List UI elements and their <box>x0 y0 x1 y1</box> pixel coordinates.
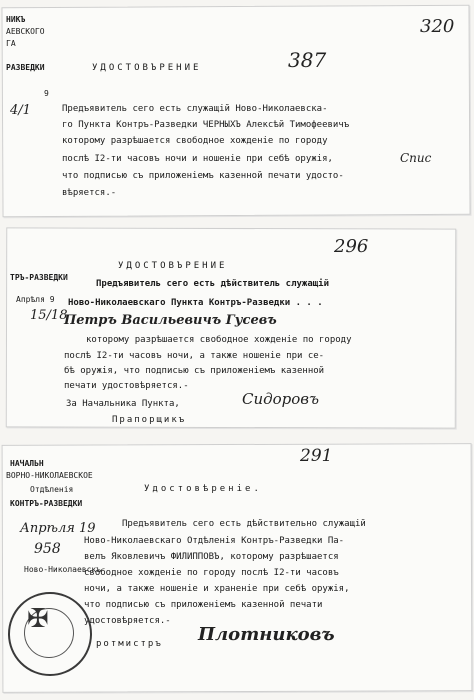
doc1-body-line: которому разрѣшается свободное хожденiе по городу <box>62 136 328 146</box>
doc1-body-line: послѣ I2-ти часовъ ночи и ношенiе при себѣ оружiя, <box>62 154 333 164</box>
doc1-margin-note: Спис <box>400 151 432 165</box>
doc3-corner-number: 291 <box>300 446 333 466</box>
doc1-header-line: РАЗВЕДКИ <box>6 63 45 72</box>
doc3-header-line: ВОРНО-НИКОЛАЕВСКОЕ <box>6 471 93 480</box>
doc1-body-line: вѣряется.- <box>62 188 117 198</box>
doc3-place: Ново-Николаевскъ <box>24 565 102 574</box>
doc3-date: Апрѣля 19 <box>20 521 96 536</box>
doc3-body-line: удостовѣряется.- <box>84 616 171 626</box>
doc3-body-line: ночи, а также ношенiе и храненiе при себѣ оружiя, <box>84 584 350 594</box>
doc1-date: 9 <box>44 89 49 98</box>
doc2-body-line: печати удостовѣряется.- <box>64 381 189 391</box>
doc1-corner-number: 320 <box>420 16 455 37</box>
doc2-body-line: послѣ I2-ти часовъ ночи, а также ношенiе при се- <box>64 351 325 361</box>
doc2-header-line: Апрѣля 9 <box>16 295 55 304</box>
doc3-header-line: Отдѣленiя <box>30 485 74 494</box>
doc2-signature: Сидоровъ <box>242 390 320 408</box>
doc2-sign-line: За Начальника Пункта, <box>66 399 180 409</box>
official-seal <box>8 592 92 676</box>
doc3-header-line: КОНТРЪ-РАЗВЕДКИ <box>10 499 83 508</box>
double-eagle-icon: ✠ <box>27 604 49 634</box>
doc3-body-line: свободное хожденiе по городу послѣ I2-ти часовъ <box>84 568 339 578</box>
doc2-title: УДОСТОВЪРЕНИЕ <box>118 261 228 271</box>
doc3-body-line: Предъявитель сего есть дѣйствительно служащiй <box>122 519 366 529</box>
doc2-body-line: Ново-Николаевскаго Пункта Контръ-Разведки . . . <box>68 298 323 308</box>
doc1-body-line: Предъявитель сего есть служащiй Ново-Николаевска- <box>62 104 328 114</box>
doc2-handwritten-name: Петръ Васильевичъ Гусевъ <box>64 313 277 328</box>
doc1-body-line: что подписью съ приложенiемъ казенной печати удосто- <box>62 171 344 181</box>
doc2-header-line: ТРЪ-РАЗВЕДКИ <box>10 273 68 282</box>
doc3-body-line: велъ Яковлевичъ ФИЛИППОВЪ, которому разрѣшается <box>84 552 339 562</box>
doc3-sign-line: ротмистръ <box>96 639 163 649</box>
doc3-header-line: НАЧАЛЬН <box>10 459 44 468</box>
doc1-body-line: го Пункта Контръ-Разведки ЧЕРНЫХЪ Алексѣй Тимофеевичъ <box>62 120 350 130</box>
doc1-header-line: АЕВСКОГО <box>6 27 45 36</box>
doc2-body-line: Предъявитель сего есть дѣйствитель служащiй <box>96 279 329 289</box>
doc1-top-number: 387 <box>288 48 327 72</box>
doc1-title: УДОСТОВЪРЕНИЕ <box>92 63 202 73</box>
doc2-body-line: бѣ оружiя, что подписью съ приложенiемъ казенной <box>64 366 325 376</box>
doc2-number: 15/18 <box>30 308 68 323</box>
doc3-number: 958 <box>34 541 61 557</box>
doc3-signature: Плотниковъ <box>198 624 335 645</box>
doc2-sign-line: Прапорщикъ <box>112 415 187 425</box>
doc1-header-line: ГА <box>6 39 16 48</box>
doc2-corner-number: 296 <box>334 236 369 257</box>
doc1-header-line: НИКЪ <box>6 15 26 24</box>
doc3-title: Удостовѣренiе. <box>144 484 262 494</box>
doc3-body-line: что подписью съ приложенiемъ казенной печати <box>84 600 323 610</box>
doc2-body-line: которому разрѣшается свободное хожденiе по городу <box>86 335 352 345</box>
doc3-body-line: Ново-Николаевскаго Отдѣленiя Контръ-Разведки Па- <box>84 536 345 546</box>
doc1-number: 4/1 <box>10 103 31 118</box>
